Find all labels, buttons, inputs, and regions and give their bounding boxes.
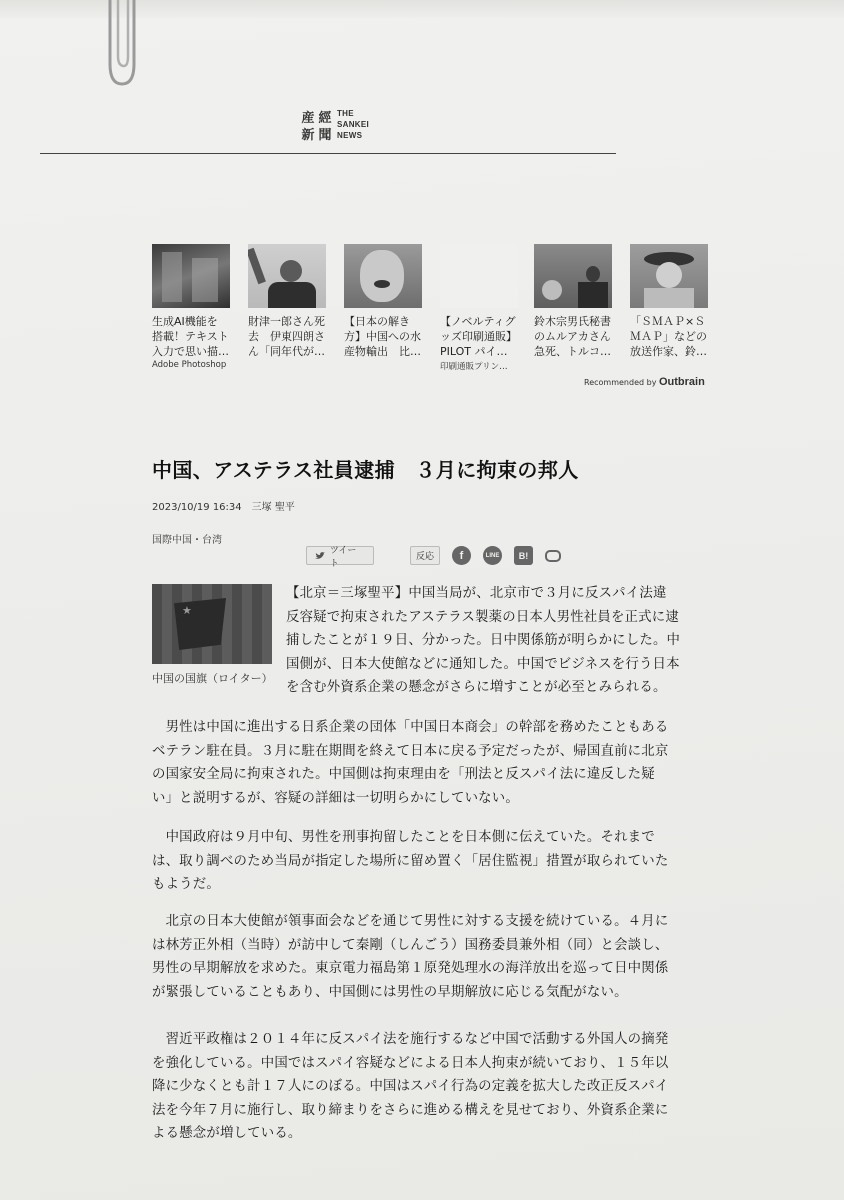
recommended-title: 財津一郎さん死 去 伊東四朗さ ん「同年代が… — [248, 315, 325, 358]
recommended-item[interactable] — [248, 244, 328, 360]
recommended-title: 【ノベルティグ ッズ印刷通販】 PILOT パイ… — [440, 315, 517, 358]
outbrain-logo: Outbrain — [658, 376, 705, 388]
recommended-item[interactable] — [440, 244, 520, 372]
category-breadcrumb[interactable]: 国際中国・台湾 — [152, 535, 222, 546]
recommended-thumbnail — [440, 244, 518, 308]
recommended-source: Adobe Photoshop — [152, 360, 227, 370]
article-headline: 中国、アステラス社員逮捕 ３月に拘束の邦人 — [152, 458, 579, 482]
line-icon[interactable]: LINE — [483, 546, 502, 565]
logo-kanji-mark: 産 經 新 聞 — [301, 110, 332, 143]
recommended-item[interactable] — [630, 244, 710, 360]
twitter-bird-icon — [315, 552, 325, 560]
article-meta — [152, 498, 295, 513]
tweet-button[interactable]: ツイート — [306, 546, 374, 565]
image-caption: 中国の国旗（ロイター） — [152, 672, 273, 685]
article-paragraph: 【北京＝三塚聖平】中国当局が、北京市で３月に反スパイ法違 反容疑で拘束されたアステラス製薬の日本人男性社員を正式に逮 捕したことが１９日、分かった。日中関係筋が明らかにした。中 国側が、日本大使館などに通知した。中国でビジネスを行う日本 を含む外資系企業の懸念がさらに増すことが必至とみられる。 — [286, 586, 681, 696]
facebook-icon[interactable]: f — [452, 546, 471, 565]
sankei-logo[interactable] — [300, 108, 369, 141]
recommended-title: 生成AI機能を 搭載！テキスト 入力で思い描… — [152, 315, 229, 358]
article-figure — [152, 584, 272, 687]
recommended-thumbnail — [630, 244, 708, 308]
outbrain-attribution[interactable]: Recommended by Outbrain — [584, 376, 705, 388]
recommended-item[interactable] — [534, 244, 614, 360]
recommended-title: 「ＳＭＡＰ×Ｓ ＭＡＰ」などの 放送作家、鈴… — [630, 315, 707, 358]
article-paragraph: 中国政府は９月中旬、男性を刑事拘留したことを日本側に伝えていた。それまで は、取り調べのため当局が指定した場所に留め置く「居住監視」措置が取られていた もようだ。 — [152, 830, 669, 893]
recommended-item[interactable] — [152, 244, 232, 370]
recommended-thumbnail — [344, 244, 422, 308]
article-paragraph: 男性は中国に進出する日系企業の団体「中国日本商会」の幹部を務めたこともある ベテラン駐在員。３月に駐在期間を終えて日本に戻る予定だったが、帰国直前に北京 の国家安全局に拘束された。中国側は拘束理由を「刑法と反スパイ法に違反した疑 い」と説明するが、容疑の詳細は一切明らかにしていない。 — [152, 720, 669, 806]
logo-wordmark: THE SANKEI NEWS — [337, 109, 370, 140]
recommended-thumbnail — [248, 244, 326, 308]
article-paragraph: 習近平政権は２０１４年に反スパイ法を施行するなど中国で活動する外国人の摘発 を強化している。中国ではスパイ容疑などによる日本人拘束が続いており、１５年以 降に少なくとも計１７人にのぼる。中国はスパイ行為の定義を拡大した改正反スパイ 法を今年７月に施行し、取り締まりをさらに進める構えを見せており、外資系企業に よる懸念が増している。 — [152, 1032, 669, 1142]
share-bar — [306, 545, 561, 569]
copy-link-icon[interactable] — [545, 550, 561, 562]
article-paragraph: 北京の日本大使館が領事面会などを通じて男性に対する支援を続けている。４月に は林芳正外相（当時）が訪中して秦剛（しんごう）国務委員兼外相（同）と会談し、 男性の早期解放を求めた。東京電力福島第１原発処理水の海洋放出を巡って日中関係 が緊張していることもあり、中国側には男性の早期解放に応じる気配がない。 — [152, 914, 669, 1000]
recommended-title: 【日本の解き 方】中国への水 産物輸出 比… — [344, 315, 421, 358]
publish-date: 2023/10/19 16:34 — [152, 502, 242, 513]
recommended-source: 印刷通販プリン… — [440, 362, 508, 372]
react-button[interactable]: 反応 — [410, 546, 440, 565]
chinese-flag-photo[interactable]: ★ — [152, 584, 272, 664]
author-link[interactable]: 三塚 聖平 — [251, 502, 295, 513]
hatena-bookmark-icon[interactable]: B! — [514, 546, 533, 565]
recommended-thumbnail — [152, 244, 230, 308]
paperclip-icon — [80, 0, 140, 94]
recommended-title: 鈴木宗男氏秘書 のムルアカさん 急死、トルコ… — [534, 315, 611, 358]
recommended-item[interactable] — [344, 244, 424, 360]
recommended-thumbnail — [534, 244, 612, 308]
header-divider — [40, 153, 616, 154]
